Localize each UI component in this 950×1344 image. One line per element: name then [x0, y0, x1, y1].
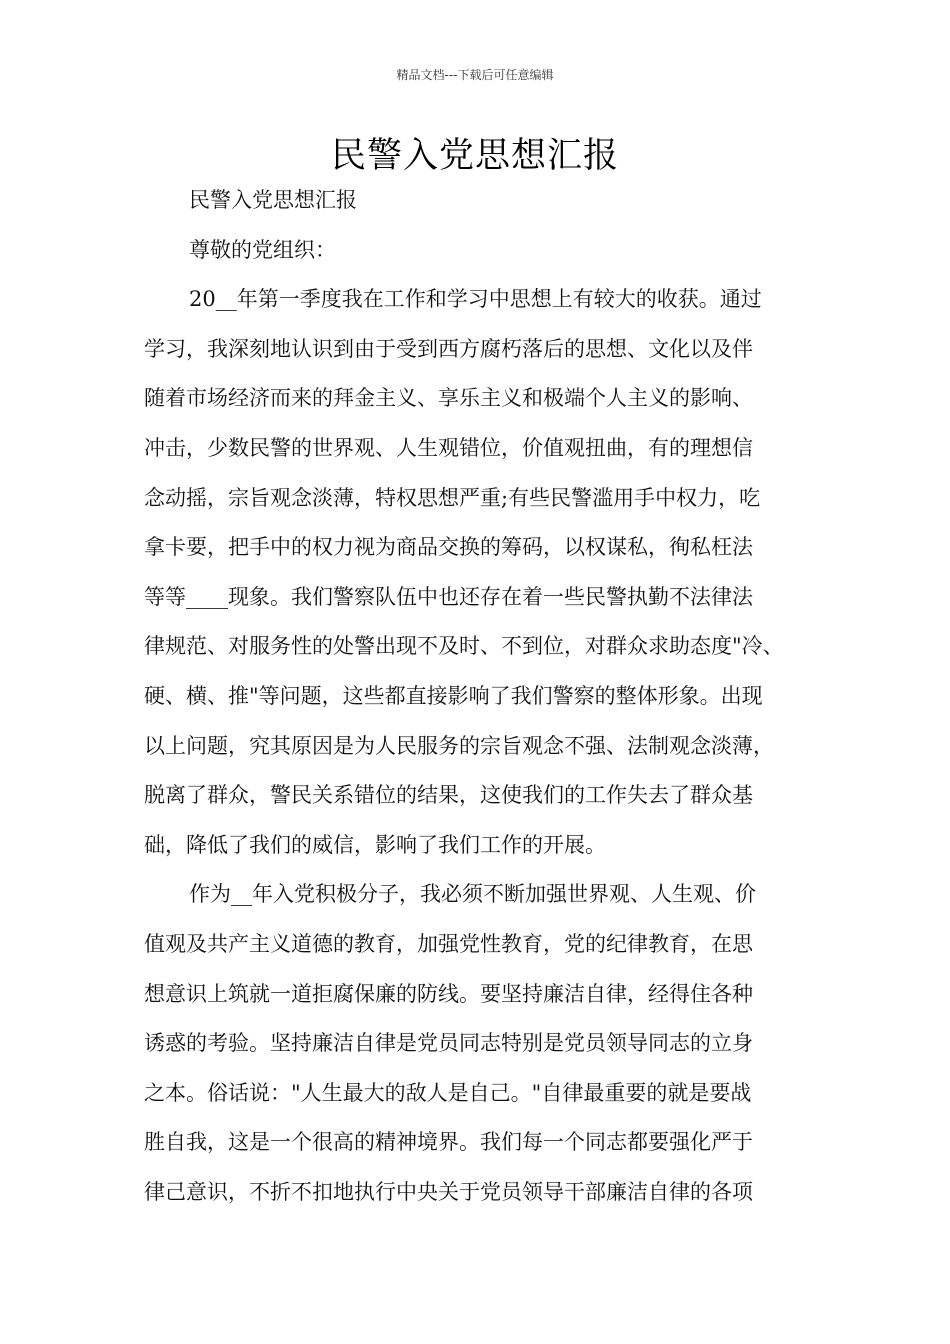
- body-text-line: 等等____现象。我们警察队伍中也还存在着一些民警执勤不法律法: [144, 584, 753, 609]
- body-text-line: 冲击，少数民警的世界观、人生观错位，价值观扭曲，有的理想信: [144, 435, 753, 460]
- page-header-note: 精品文档---下载后可任意编辑: [396, 68, 554, 82]
- body-text-line: 随着市场经济而来的拜金主义、享乐主义和极端个人主义的影响、: [144, 386, 753, 411]
- body-text-line: 以上问题，究其原因是为人民服务的宗旨观念不强、法制观念淡薄，: [144, 733, 774, 758]
- document-title: 民警入党思想汇报: [330, 136, 619, 176]
- body-text-line: 础，降低了我们的威信，影响了我们工作的开展。: [144, 832, 606, 857]
- body-text-line: 拿卡要，把手中的权力视为商品交换的筹码，以权谋私，徇私枉法: [144, 535, 753, 560]
- body-text-line: 值观及共产主义道德的教育，加强党性教育，党的纪律教育，在思: [144, 931, 753, 956]
- body-text-line: 学习，我深刻地认识到由于受到西方腐朽落后的思想、文化以及伴: [144, 336, 753, 361]
- body-text-line: 尊敬的党组织：: [189, 237, 336, 262]
- body-text-line: 民警入党思想汇报: [189, 188, 357, 212]
- document-body: [144, 176, 824, 1217]
- body-text-line: 想意识上筑就一道拒腐保廉的防线。要坚持廉洁自律，经得住各种: [144, 981, 753, 1006]
- body-text-line: 胜自我，这是一个很高的精神境界。我们每一个同志都要强化严于: [144, 1130, 753, 1155]
- body-text-line: 20__年第一季度我在工作和学习中思想上有较大的收获。通过: [189, 287, 762, 312]
- body-text-line: 脱离了群众，警民关系错位的结果，这使我们的工作失去了群众基: [144, 783, 753, 808]
- body-text-line: 律己意识，不折不扣地执行中央关于党员领导干部廉洁自律的各项: [144, 1179, 753, 1204]
- body-text-line: 硬、横、推"等问题，这些都直接影响了我们警察的整体形象。出现: [144, 683, 763, 708]
- body-text-line: 念动摇，宗旨观念淡薄，特权思想严重;有些民警滥用手中权力，吃: [144, 485, 761, 510]
- body-text-line: 律规范、对服务性的处警出现不及时、不到位，对群众求助态度"冷、: [144, 634, 784, 659]
- body-text-line: 之本。俗话说："人生最大的敌人是自己。"自律最重要的就是要战: [144, 1080, 752, 1105]
- body-text-line: 作为__年入党积极分子，我必须不断加强世界观、人生观、价: [189, 882, 756, 907]
- body-text-line: 诱惑的考验。坚持廉洁自律是党员同志特别是党员领导同志的立身: [144, 1031, 753, 1056]
